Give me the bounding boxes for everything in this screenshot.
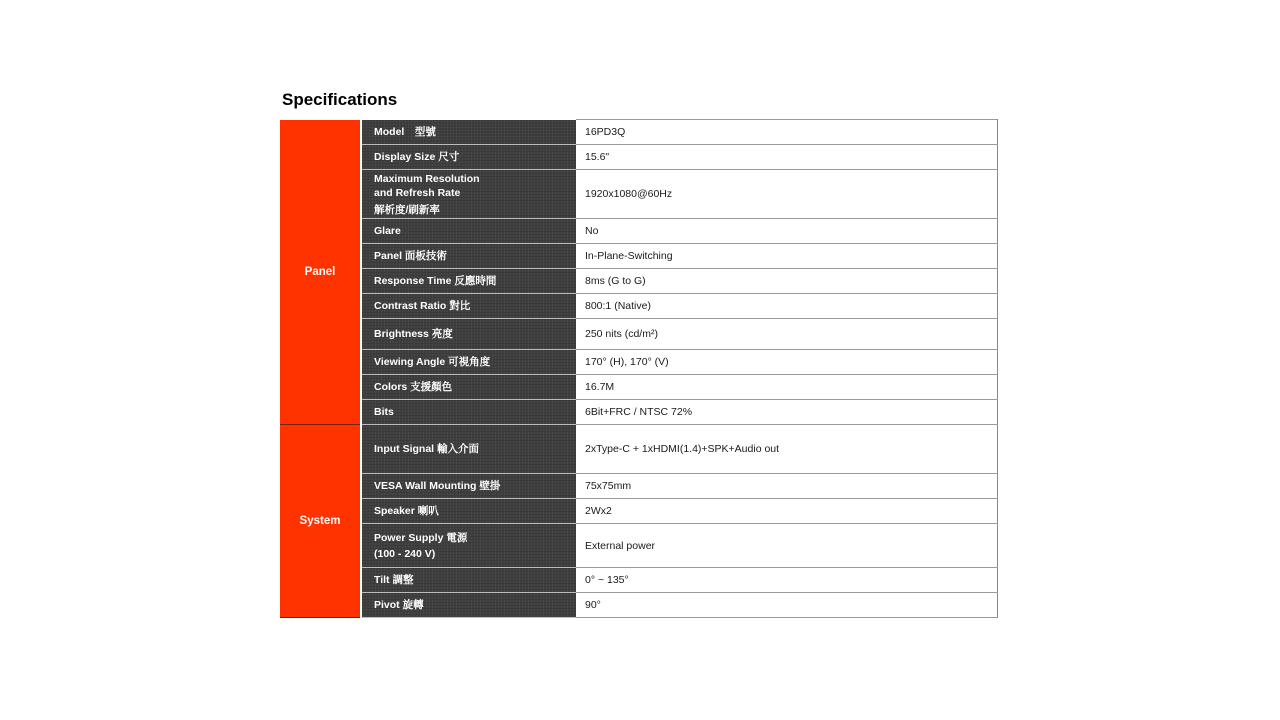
spec-label: Speaker 喇叭 (361, 499, 576, 524)
table-row (280, 294, 998, 319)
spec-value: 16.7M (576, 375, 998, 400)
table-row (280, 568, 998, 593)
spec-value: 8ms (G to G) (576, 269, 998, 294)
page-title: Specifications (282, 90, 398, 109)
spec-value: 2Wx2 (576, 499, 998, 524)
table-row (280, 499, 998, 524)
spec-value: 75x75mm (576, 474, 998, 499)
spec-label: Model 型號 (361, 120, 576, 145)
spec-value: 0° ~ 135° (576, 568, 998, 593)
spec-value: 170° (H), 170° (V) (576, 350, 998, 375)
spec-value: 16PD3Q (576, 120, 998, 145)
table-row (280, 474, 998, 499)
spec-label: Bits (361, 400, 576, 425)
spec-value: 800:1 (Native) (576, 294, 998, 319)
spec-value: 2xType-C + 1xHDMI(1.4)+SPK+Audio out (576, 425, 998, 474)
spec-label (361, 170, 576, 219)
spec-label: Panel 面板技術 (361, 244, 576, 269)
table-row (280, 244, 998, 269)
table-row (280, 120, 998, 145)
spec-label (361, 524, 576, 568)
table-row (280, 593, 998, 618)
spec-label: Tilt 調整 (361, 568, 576, 593)
spec-label: Brightness 亮度 (361, 319, 576, 350)
spec-label: Input Signal 輸入介面 (361, 425, 576, 474)
table-row (280, 425, 998, 474)
table-row (280, 319, 998, 350)
spec-label-line: (100 - 240 V) (374, 547, 436, 560)
spec-label: Response Time 反應時間 (361, 269, 576, 294)
spec-label: Contrast Ratio 對比 (361, 294, 576, 319)
spec-label: VESA Wall Mounting 壁掛 (361, 474, 576, 499)
table-row (280, 170, 998, 219)
category-panel: Panel (280, 120, 361, 425)
table-row (280, 269, 998, 294)
table-row (280, 219, 998, 244)
spec-label-line: Power Supply 電源 (374, 531, 468, 544)
spec-value: 90° (576, 593, 998, 618)
spec-value: 250 nits (cd/m²) (576, 319, 998, 350)
spec-label: Colors 支援顏色 (361, 375, 576, 400)
spec-value: 6Bit+FRC / NTSC 72% (576, 400, 998, 425)
table-row (280, 375, 998, 400)
spec-value: 1920x1080@60Hz (576, 170, 998, 219)
category-system: System (280, 425, 361, 618)
table-row (280, 145, 998, 170)
spec-value: In-Plane-Switching (576, 244, 998, 269)
spec-value: No (576, 219, 998, 244)
specifications-table (280, 119, 998, 618)
spec-label: Viewing Angle 可視角度 (361, 350, 576, 375)
spec-value: External power (576, 524, 998, 568)
table-row (280, 350, 998, 375)
spec-label-line: Maximum Resolution (374, 172, 480, 185)
spec-label-line: 解析度/刷新率 (374, 203, 440, 216)
spec-label: Display Size 尺寸 (361, 145, 576, 170)
spec-value: 15.6" (576, 145, 998, 170)
spec-label: Pivot 旋轉 (361, 593, 576, 618)
spec-label-line: and Refresh Rate (374, 186, 461, 199)
table-row (280, 524, 998, 568)
table-row (280, 400, 998, 425)
spec-label: Glare (361, 219, 576, 244)
